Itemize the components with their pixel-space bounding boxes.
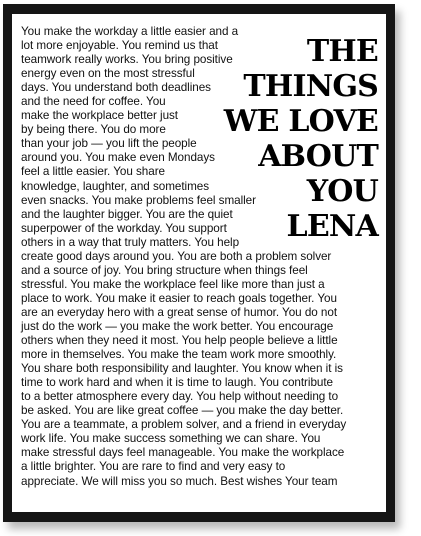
- text-line: by being there. You do more: [21, 123, 166, 137]
- text-line: work life. You make success something we can share. You: [21, 432, 321, 446]
- text-line: a little brighter. You are rare to find and very easy to: [21, 460, 286, 474]
- title-line: LENA: [286, 209, 378, 244]
- text-line: time to work hard and when it is time to laugh. You contribute: [21, 376, 333, 390]
- text-line: lot more enjoyable. You remind us that: [21, 39, 218, 53]
- text-line: place to work. You make it easier to reach goals together. You: [21, 291, 337, 305]
- title-line: ABOUT: [258, 139, 378, 174]
- text-line: even snacks. You make problems feel smaller: [21, 193, 256, 207]
- picture-frame: [3, 4, 395, 522]
- text-line: superpower of the workday. You support: [21, 221, 227, 235]
- text-line: feel a little easier. You share: [21, 165, 165, 179]
- text-line: You are a teammate, a problem solver, and a friend in everyday: [21, 418, 347, 432]
- text-line: around you. You make even Mondays: [21, 151, 215, 165]
- text-line: just do the work — you make the work better. You encourage: [21, 319, 334, 333]
- text-line: to a better atmosphere every day. You help without needing to: [21, 390, 339, 404]
- text-line: appreciate. We will miss you so much. Best wishes Your team: [21, 474, 338, 488]
- title-line: WE LOVE: [223, 104, 378, 139]
- text-line: than your job — you lift the people: [21, 137, 197, 151]
- text-line: You make the workday a little easier and a: [21, 25, 239, 38]
- text-line: be asked. You are like great coffee — you make the day better.: [21, 404, 344, 418]
- text-line: days. You understand both deadlines: [21, 81, 211, 95]
- title-line: THE: [306, 34, 378, 69]
- text-line: stressful. You make the workplace feel like more than just a: [21, 277, 325, 291]
- text-line: create good days around you. You are both a problem solver: [21, 249, 332, 263]
- text-line: teamwork really works. You bring positive: [21, 53, 233, 67]
- text-line: You share both responsibility and laughter. You know when it is: [21, 362, 343, 376]
- text-line: are an everyday hero with a great sense of humor. You do not: [21, 305, 338, 319]
- text-line: and a source of joy. You bring structure when things feel: [21, 263, 308, 277]
- text-line: knowledge, laughter, and sometimes: [21, 179, 210, 193]
- text-line: make the workplace better just: [21, 109, 179, 123]
- title-line: THINGS: [243, 69, 378, 104]
- text-line: and the laughter bigger. You are the quiet: [21, 207, 233, 221]
- poster-title: [224, 34, 378, 244]
- poster-paper: [12, 14, 386, 512]
- text-line: more in themselves. You make the team work more smoothly.: [21, 348, 337, 362]
- text-line: energy even on the most stressful: [21, 67, 195, 81]
- text-line: and the need for coffee. You: [21, 95, 166, 109]
- text-line: others in a way that truly matters. You help: [21, 235, 240, 249]
- text-line: others when they need it most. You help people believe a little: [21, 334, 338, 348]
- text-line: make stressful days feel manageable. You make the workplace: [21, 446, 345, 460]
- title-line: YOU: [306, 174, 378, 209]
